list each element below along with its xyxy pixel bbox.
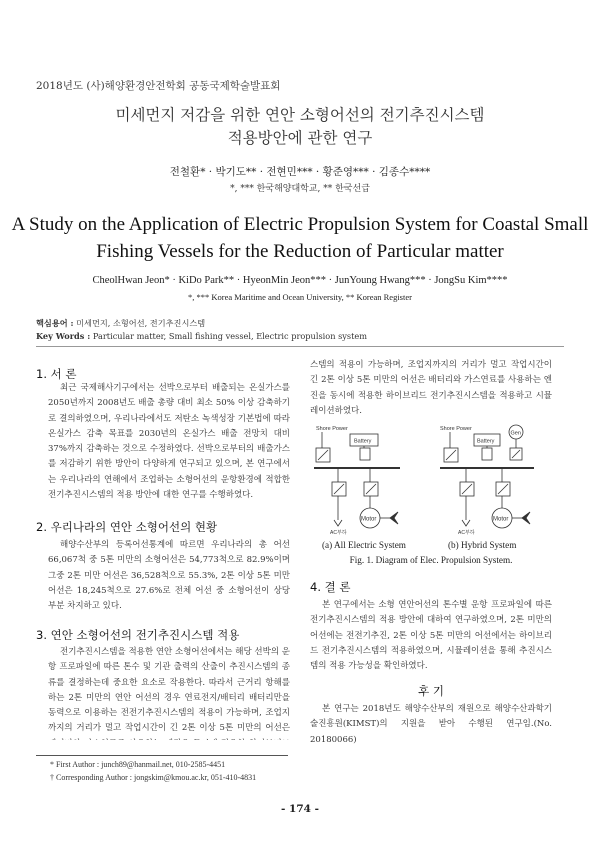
korean-affiliations: *, *** 한국해양대학교, ** 한국선급	[230, 184, 370, 194]
english-keywords-label: Key Words :	[36, 331, 91, 341]
english-affiliations: *, *** Korea Maritime and Ocean University, ** Korean Register	[188, 292, 412, 302]
hybrid-diagram	[440, 425, 534, 536]
ac-load-label-a: AC부하	[330, 530, 347, 536]
conference-header: 2018년도 (사)해양환경안전학회 공동국제학술발표회	[36, 80, 281, 92]
keywords-divider	[36, 346, 564, 347]
korean-keywords-label: 핵심용어 :	[36, 318, 74, 328]
english-keywords-value: Particular matter, Small fishing vessel, Electric propulsion system	[92, 331, 367, 341]
subcaption-b: (b) Hybrid System	[448, 540, 517, 550]
korean-title-line1: 미세먼지 저감을 위한 연안 소형어선의 전기추진시스템	[115, 106, 485, 124]
section3-body-right	[310, 358, 552, 420]
korean-authors: 전철환* · 박기도** · 전현민*** · 황준영*** · 김종수****	[169, 166, 431, 178]
section1-body: 최근 국제해사기구에서는 선박으로부터 배출되는 온실가스를 2050년까지 2008년도 배출 총량 대비 최소 50% 이상 감축하기로 결의하였으며, 우리나라에서도 저탄소 녹색성장 기본법에 따라 온실가스 감축 목표를 2030년의 온실가스 배출 전망치 대비 37%까지 감축하는 것으로 수정하였다. 선박으로부터의 배출가스를 저감하기 위한 방안이 다양하게 연구되고 있으며, 본 연구에서는 우리나라의 연해에서 조업하는 소형어선의 운항환경에 적합한 전기추진시스템의 적용 방안에 대한 연구를 수행하였다.	[48, 383, 290, 501]
battery-label-b: Battery	[477, 438, 495, 445]
ac-load-label-b: AC부하	[458, 530, 475, 536]
section2-title: 2. 우리나라의 연안 소형어선의 현황	[36, 520, 218, 534]
acknowledgement-body: 본 연구는 2018년도 해양수산부의 재원으로 해양수산과학기술진흥원(KIMST)의 지원을 받아 수행된 연구임.(No. 20180066)	[310, 704, 552, 745]
english-authors: CheolHwan Jeon* · KiDo Park** · HyeonMin Jeon*** · JunYoung Hwang*** · JongSu Kim****	[92, 275, 508, 286]
motor-label-b: Motor	[493, 516, 509, 523]
section3-body-left: 전기추진시스템을 적용한 연안 소형어선에서는 해당 선박의 운항 프로파일에 따른 톤수 및 기관 출력의 산출이 추진시스템의 종류를 결정하는데 중요한 요소로 작용한다. 따라서 근거리 항해를 하는 2톤 미만의 연안 어선의 경우 연료전지/배터리 배터리만을 동력으로 이용하는 전전기추진시스템의 적용이 가능하며, 조업지까지의 거리가 멀고 작업시간이 긴 2톤 이상 5톤 미만의 어선은	[48, 647, 290, 734]
footnote-divider	[36, 755, 288, 756]
korean-keywords-value: 미세먼지, 소형어선, 전기추진시스템	[76, 318, 206, 328]
korean-keywords	[36, 318, 205, 329]
gen-label-b: Gen	[510, 430, 521, 437]
section1-title: 1. 서 론	[36, 367, 77, 381]
subcaption-a: (a) All Electric System	[322, 540, 406, 550]
section3-title: 3. 연안 소형어선의 전기추진시스템 적용	[36, 628, 240, 642]
shore-power-label-b: Shore Power	[440, 426, 472, 432]
korean-title-line2: 적용방안에 관한 연구	[227, 129, 373, 147]
page-number: - 174 -	[281, 803, 319, 815]
section4-body: 본 연구에서는 소형 연안어선의 톤수별 운항 프로파일에 따른 전기추진시스템의 적용 방안에 대하여 연구하였으며, 2톤 미만의 어선에는 전전기추진, 2톤 이상 5톤 미만의 어선에서는 하이브리드 전기추진시스템의 적용하였으며, 시뮬레이션을 통해 추진시스템의 적용 가능성을 확인하였다.	[310, 600, 552, 672]
shore-power-label-a: Shore Power	[316, 426, 348, 432]
english-title-line2: Fishing Vessels for the Reduction of Particular matter	[96, 241, 504, 262]
figure-caption: Fig. 1. Diagram of Elec. Propulsion System.	[349, 555, 513, 565]
all-electric-diagram	[314, 426, 400, 536]
footnote-first-author: * First Author : junch89@hanmail.net, 010-2585-4451	[50, 760, 226, 769]
english-keywords	[36, 331, 367, 341]
propulsion-diagram	[310, 420, 560, 540]
footnote-corresponding-author: † Corresponding Author : jongskim@kmou.ac.kr, 051-410-4831	[50, 773, 257, 782]
english-title-line1: A Study on the Application of Electric Propulsion System for Coastal Small	[11, 214, 589, 235]
acknowledgement-title: 후 기	[418, 684, 444, 698]
section2-body: 해양수산부의 등록어선통계에 따르면 우리나라의 총 어선 66,067척 중 5톤 미만의 소형어선은 54,773척으로 82.9%이며 그중 2톤 미만 어선은 36,528척으로 55.3%, 2톤 이상 5톤 미만 어선은 18,245척으로 27.6%로 전체 어선 중 소형어선이 상당 부분 차지하고 있다.	[48, 540, 290, 612]
motor-label-a: Motor	[361, 516, 377, 523]
section4-title: 4. 결 론	[310, 580, 351, 594]
battery-label-a: Battery	[354, 438, 372, 445]
section3-body-continued: 스템의 적용이 가능하며, 조업지까지의 거리가 멀고 작업시간이 긴 2톤 이상 5톤 미만의 어선은 배터리와 가스연료를 사용하는 엔진을 동시에 적용한 하이브리드 전기추진시스템을 적용하고 시뮬레이션하였다.	[310, 360, 552, 416]
